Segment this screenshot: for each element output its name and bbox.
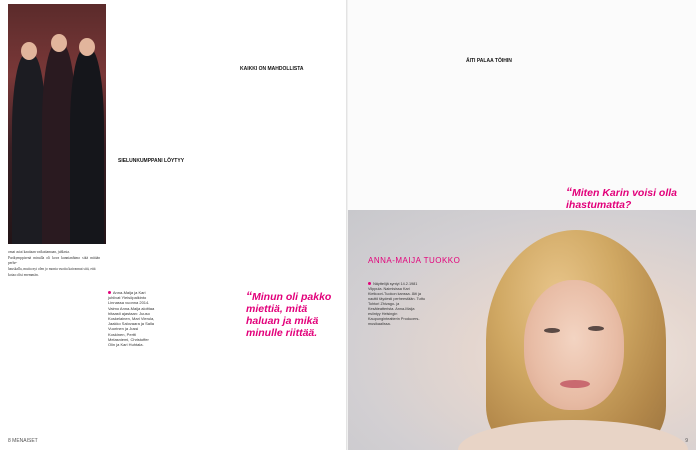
- person-name-title: ANNA-MAIJA TUOKKO: [368, 256, 461, 265]
- bio-text: Näyttelijä syntyi 14.2.1981 Vilppula. Naimisissa Kari Kietkoori-Tuokon kanssa. Äiti ja nauttii täydesti perheestään. Tuttu Tohtori Zhivago- ja Kesäteatterista. Anna-Maija esiintyy Helsingin Kaupunginteatterin Producers-musikaalissa.: [368, 282, 425, 326]
- section-heading: SIELUNKUMPPANI LÖYTYY: [118, 158, 185, 164]
- pull-quote-right: [566, 186, 686, 211]
- person-figure: [12, 54, 46, 244]
- quote-mark-icon: “: [246, 289, 252, 303]
- caption-text: Anna-Maija ja Kari juhlivat Yleisöpalkinto Linnassa vuonna 2014. Vaimo Anna-Maija aloittaa hitaasti ajastaan: Juuso Koskelainen, Mari Vierula, Jaakko Salovaara ja Salla Vuorinen ja Jussi Koskinen, Pertti Melasniemi, Christoffer Olin ja Kari Huhtala.: [108, 290, 155, 348]
- section-heading: ÄITI PALAA TÖIHIN: [466, 58, 512, 64]
- pull-quote: [246, 290, 334, 339]
- person-head: [79, 38, 95, 56]
- pull-quote-text: Minun oli pakko miettiä, mitä haluan ja mikä minulle riittää.: [246, 291, 332, 339]
- paragraph: kotaa olisi enemmän.: [8, 273, 39, 277]
- portrait-lips: [560, 380, 590, 388]
- article-column-5: [466, 8, 571, 198]
- portrait-eye: [588, 326, 604, 331]
- article-column-3: [240, 8, 340, 278]
- right-page: [348, 0, 696, 450]
- page-number-right: 9: [685, 438, 688, 444]
- photo-caption: [108, 290, 156, 347]
- paragraph: Parikymppisenä minulla oli kova kunnianhimo siitä mitään perhe-: [8, 256, 100, 265]
- bullet-icon: [368, 282, 371, 285]
- section-heading: KAIKKI ON MAHDOLLISTA: [240, 66, 304, 72]
- pull-quote-text: Miten Karin voisi olla ihastumatta?: [566, 187, 678, 211]
- quote-mark-icon: “: [566, 185, 572, 199]
- paragraph: omat asiat kauttaan vaikuttamaan, juhlasta.: [8, 250, 70, 254]
- bullet-icon: [108, 291, 111, 294]
- person-head: [21, 42, 37, 60]
- person-head: [51, 34, 67, 52]
- person-figure: [70, 49, 104, 244]
- page-number-left: 8 MENAISET: [8, 438, 38, 444]
- portrait-eye: [544, 328, 560, 333]
- article-column-2: [118, 8, 230, 278]
- article-column-6: [576, 8, 686, 178]
- couple-photo: [8, 4, 106, 244]
- portrait-face: [524, 280, 624, 410]
- paragraph: hauskalla, mutta nyt olen jo monta vuotta kaivannut sitä, että: [8, 267, 96, 271]
- article-column-1: [8, 250, 100, 430]
- person-bio: [368, 282, 426, 327]
- article-column-4: [356, 8, 461, 198]
